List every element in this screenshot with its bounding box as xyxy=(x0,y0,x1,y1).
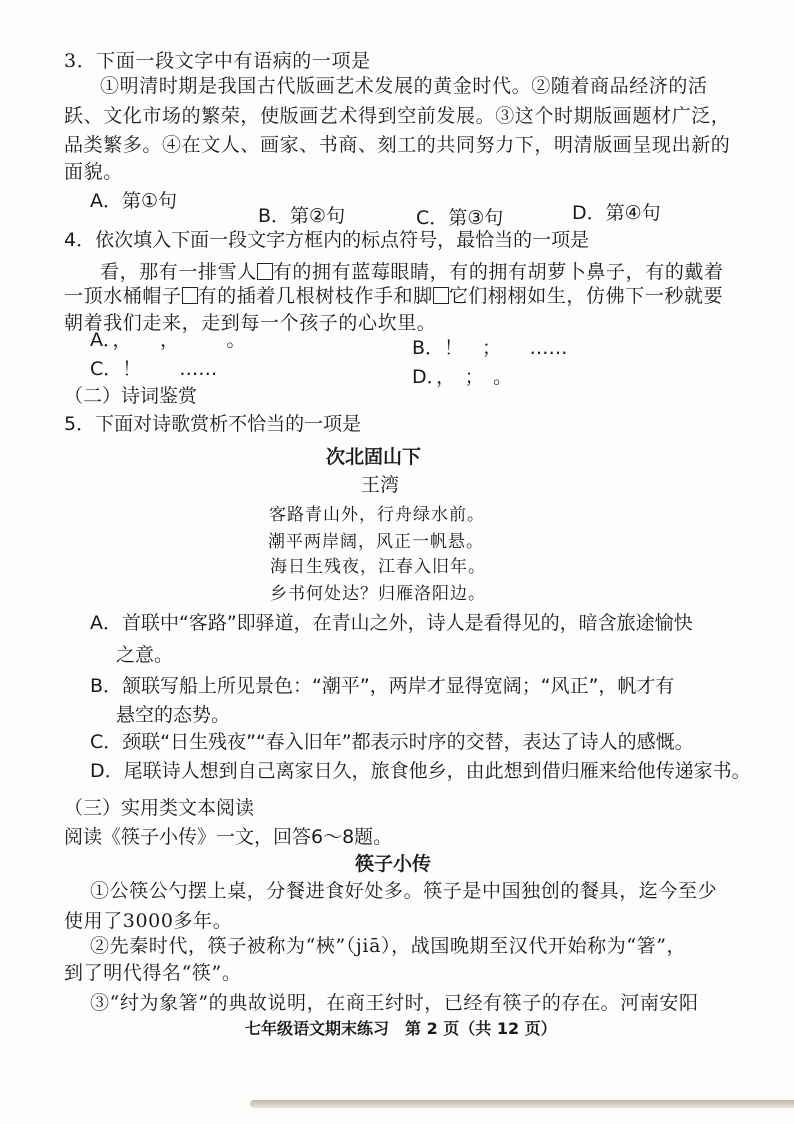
section-heading: （三）实用类文本阅读 xyxy=(64,797,255,819)
q3-option-c[interactable]: C．第③句 xyxy=(416,207,504,229)
q5-stem: 5．下面对诗歌赏析不恰当的一项是 xyxy=(64,413,362,435)
q4-option-b[interactable]: B．！ ； …… xyxy=(412,337,568,359)
reading-paragraph-line: 使用了3000多年。 xyxy=(64,910,233,932)
q4-option-a[interactable]: A．， ， 。 xyxy=(90,329,246,351)
poem-line: 潮平两岸阔，风正一帆悬。 xyxy=(268,532,484,552)
paper-edge-shadow xyxy=(250,1100,794,1108)
q4-option-c[interactable]: C．！ …… xyxy=(90,358,218,380)
q4-passage-text: 看，那有一排雪人 xyxy=(100,261,257,283)
q4-passage-text: 一顶水桶帽子 xyxy=(64,285,182,307)
q3-passage-line: 面貌。 xyxy=(64,161,123,183)
q3-stem: 3．下面一段文字中有语病的一项是 xyxy=(64,50,371,72)
q5-option-b-cont: 悬空的态势。 xyxy=(116,704,231,726)
poem-author: 王湾 xyxy=(361,474,400,496)
punctuation-box xyxy=(182,287,198,304)
poem-line: 客路青山外，行舟绿水前。 xyxy=(269,505,485,525)
q5-option-b[interactable]: B．颔联写船上所见景色：“潮平”，两岸才显得宽阔；“风正”，帆才有 xyxy=(90,675,675,697)
punctuation-box xyxy=(257,263,273,280)
q3-passage-line: 品类繁多。④在文人、画家、书商、刻工的共同努力下，明清版画呈现出新的 xyxy=(64,134,731,156)
q4-passage-line xyxy=(100,257,724,284)
q4-stem: 4．依次填入下面一段文字方框内的标点符号，最恰当的一项是 xyxy=(64,229,590,251)
reading-paragraph-line: 到了明代得名“筷”。 xyxy=(64,962,242,984)
poem-line: 乡书何处达？归雁洛阳边。 xyxy=(270,584,486,604)
q4-passage-text: 它们栩栩如生，仿佛下一秒就要 xyxy=(448,285,724,307)
reading-paragraph-line: ①公筷公勺摆上桌，分餐进食好处多。筷子是中国独创的餐具，迄今至少 xyxy=(90,880,718,902)
q4-option-d[interactable]: D．， ； 。 xyxy=(412,366,513,388)
q3-option-d[interactable]: D．第④句 xyxy=(572,202,661,224)
reading-title: 筷子小传 xyxy=(355,853,432,875)
reading-paragraph-line: ③“纣为象箸”的典故说明，在商王纣时，已经有筷子的存在。河南安阳 xyxy=(90,992,699,1014)
q5-option-a-cont: 之意。 xyxy=(116,644,174,666)
q4-passage-line: 朝着我们走来，走到每一个孩子的心坎里。 xyxy=(64,312,437,334)
q5-option-c[interactable]: C．颈联“日生残夜”“春入旧年”都表示时序的交替，表达了诗人的感慨。 xyxy=(90,731,694,753)
q4-passage-line xyxy=(64,281,723,308)
q4-passage-text: 有的插着几根树枝作手和脚 xyxy=(197,285,433,307)
poem-line: 海日生残夜，江春入旧年。 xyxy=(270,557,486,577)
page-footer: 七年级语文期末练习 第 2 页（共 12 页） xyxy=(245,1019,557,1038)
punctuation-box xyxy=(433,287,449,304)
poem-title: 次北固山下 xyxy=(326,446,422,468)
q3-passage-line: ①明清时期是我国古代版画艺术发展的黄金时代。②随着商品经济的活 xyxy=(100,75,708,97)
q4-passage-text: 有的拥有蓝莓眼睛，有的拥有胡萝卜鼻子，有的戴着 xyxy=(272,261,724,283)
q3-option-b[interactable]: B．第②句 xyxy=(258,205,346,227)
reading-paragraph-line: ②先秦时代，筷子被称为“梜”（jiā），战国晚期至汉代开始称为“箸”， xyxy=(90,935,687,957)
reading-instruction: 阅读《筷子小传》一文，回答6～8题。 xyxy=(64,826,393,848)
q5-option-a[interactable]: A．首联中“客路”即驿道，在青山之外，诗人是看得见的，暗含旅途愉快 xyxy=(90,612,693,634)
q5-option-d[interactable]: D．尾联诗人想到自己离家日久，旅食他乡，由此想到借归雁来给他传递家书。 xyxy=(90,760,751,782)
q3-option-a[interactable]: A．第①句 xyxy=(90,190,178,212)
section-heading: （二）诗词鉴赏 xyxy=(64,385,198,407)
q3-passage-line: 跃、文化市场的繁荣，使版画艺术得到空前发展。③这个时期版画题材广泛， xyxy=(64,105,731,127)
